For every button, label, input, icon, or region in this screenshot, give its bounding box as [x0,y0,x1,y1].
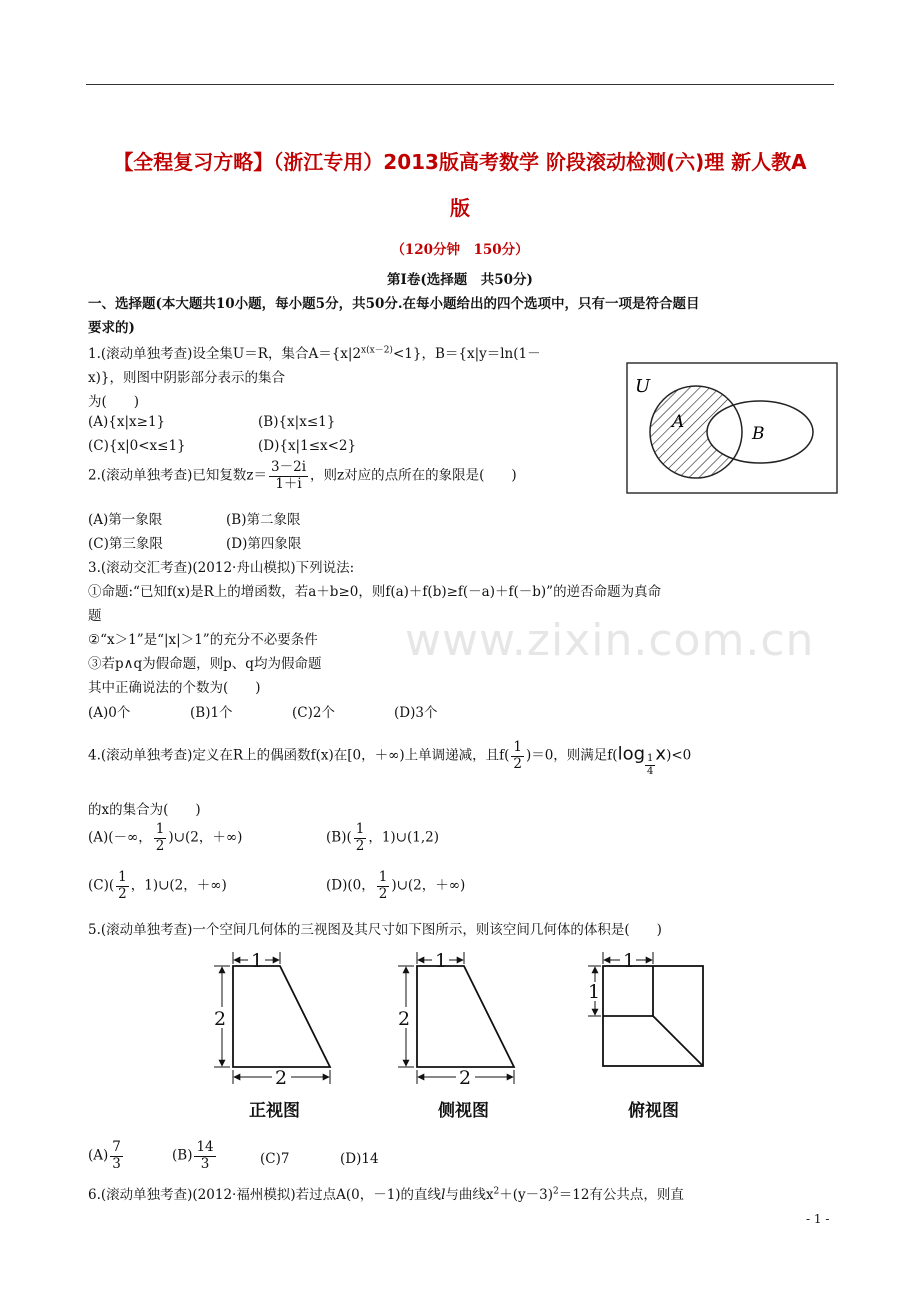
instructions-line2: 要求的) [88,320,135,336]
q4-option-a: (A)(－∞， $\frac{1}{2}$ )∪(2，＋∞) [88,821,243,854]
q4-option-d: (D)(0， $\frac{1}{2}$ )∪(2，＋∞) [326,869,466,902]
svg-text:1: 1 [251,950,264,972]
q5-option-d: (D)14 [340,1151,379,1167]
time-score: （120分钟 150分） [391,242,529,258]
q5-option-c: (C)7 [260,1151,290,1167]
q3-line4: ②“x＞1”是“|x|＞1”的充分不必要条件 [88,632,318,648]
svg-text:1: 1 [588,981,601,1003]
q1-option-b: (B){x|x≤1} [258,414,336,430]
venn-label-b: B [752,424,765,444]
log-symbol: log [617,743,646,765]
q2-option-a: (A)第一象限 [88,512,163,528]
svg-text:2: 2 [398,1008,411,1030]
q3-option-a: (A)0个 [88,705,131,721]
q3-line5: ③若p∧q为假命题，则p、q均为假命题 [88,656,322,672]
q3-line1: 3.(滚动交汇考查)(2012·舟山模拟)下列说法: [88,560,355,576]
q1-line3: 为( ) [88,394,140,410]
front-view-caption: 正视图 [249,1101,300,1121]
q1-option-c: (C){x|0<x≤1} [88,438,186,454]
doc-title-line1: 【全程复习方略】（浙江专用）2013版高考数学 阶段滚动检测(六)理 新人教A [113,150,807,174]
page-number: - 1 - [806,1212,830,1226]
q1-line2: x)}，则图中阴影部分表示的集合 [88,370,285,386]
three-views-figure [200,944,720,1114]
q4-line2: 的x的集合为( ) [88,802,201,818]
side-view [398,950,514,1089]
q5-option-b: (B) $\frac{14}{3}$ [172,1139,214,1172]
q4-line1: 4.(滚动单独考查)定义在R上的偶函数f(x)在[0，＋∞)上单调递减，且f( $\frac{1}{2}$ )＝0，则满足f(log $\frac{1}{4}$ x)<0 [88,739,692,777]
q5-option-a: (A) $\frac{7}{3}$ [88,1139,121,1172]
q4-option-b: (B)( $\frac{1}{2}$ ，1)∪(1,2) [326,821,439,854]
header-rule [86,84,834,85]
side-view-caption: 侧视图 [438,1101,489,1121]
q4-option-c: (C)( $\frac{1}{2}$ ，1)∪(2，＋∞) [88,869,227,902]
q3-option-d: (D)3个 [394,705,438,721]
venn-label-a: A [672,412,685,432]
q2-option-c: (C)第三象限 [88,536,163,552]
instructions-line1: 一、选择题(本大题共10小题，每小题5分，共50分.在每小题给出的四个选项中，只有一项是符合题目 [88,296,700,312]
q3-option-b: (B)1个 [190,705,233,721]
watermark: www.zixin.com.cn [405,615,815,666]
top-view-caption: 俯视图 [628,1101,679,1121]
venn-diagram [626,362,838,494]
q5-line: 5.(滚动单独考查)一个空间几何体的三视图及其尺寸如下图所示，则该空间几何体的体积是( ) [88,922,662,938]
q3-line6: 其中正确说法的个数为( ) [88,680,261,696]
svg-text:2: 2 [214,1008,227,1030]
q3-line2: ①命题:“已知f(x)是R上的增函数，若a＋b≥0，则f(a)＋f(b)≥f(－a)＋f(－b)”的逆否命题为真命 [88,584,662,600]
q3-line3: 题 [88,608,102,624]
q3-option-c: (C)2个 [292,705,335,721]
svg-text:1: 1 [623,950,636,972]
venn-label-u: U [635,376,651,397]
q1-option-d: (D){x|1≤x<2} [258,438,357,454]
q2-option-d: (D)第四象限 [226,536,302,552]
front-view [214,950,330,1089]
svg-text:1: 1 [435,950,448,972]
q2-option-b: (B)第二象限 [226,512,301,528]
q2-line: 2.(滚动单独考查)已知复数z＝ $\frac{3-2i}{1+i}$ ，则z对应的点所在的象限是( ) [88,459,517,492]
q1-option-a: (A){x|x≥1} [88,414,166,430]
svg-text:2: 2 [459,1067,472,1089]
volume-title: 第Ⅰ卷(选择题 共50分) [387,272,533,288]
svg-text:2: 2 [275,1067,288,1089]
q1-line1: 1.(滚动单独考查)设全集U＝R，集合$A=\{x|2^{x(x-2)}<1\}$，B＝{x|y＝ln(1－ [88,345,541,362]
q6-line: 6.(滚动单独考查)(2012·福州模拟)若过点A(0，－1)的直线l与曲线$x^2+(y-3)^2=12$有公共点，则直 [88,1186,684,1203]
top-view [588,950,703,1066]
doc-title-line2: 版 [450,196,470,220]
